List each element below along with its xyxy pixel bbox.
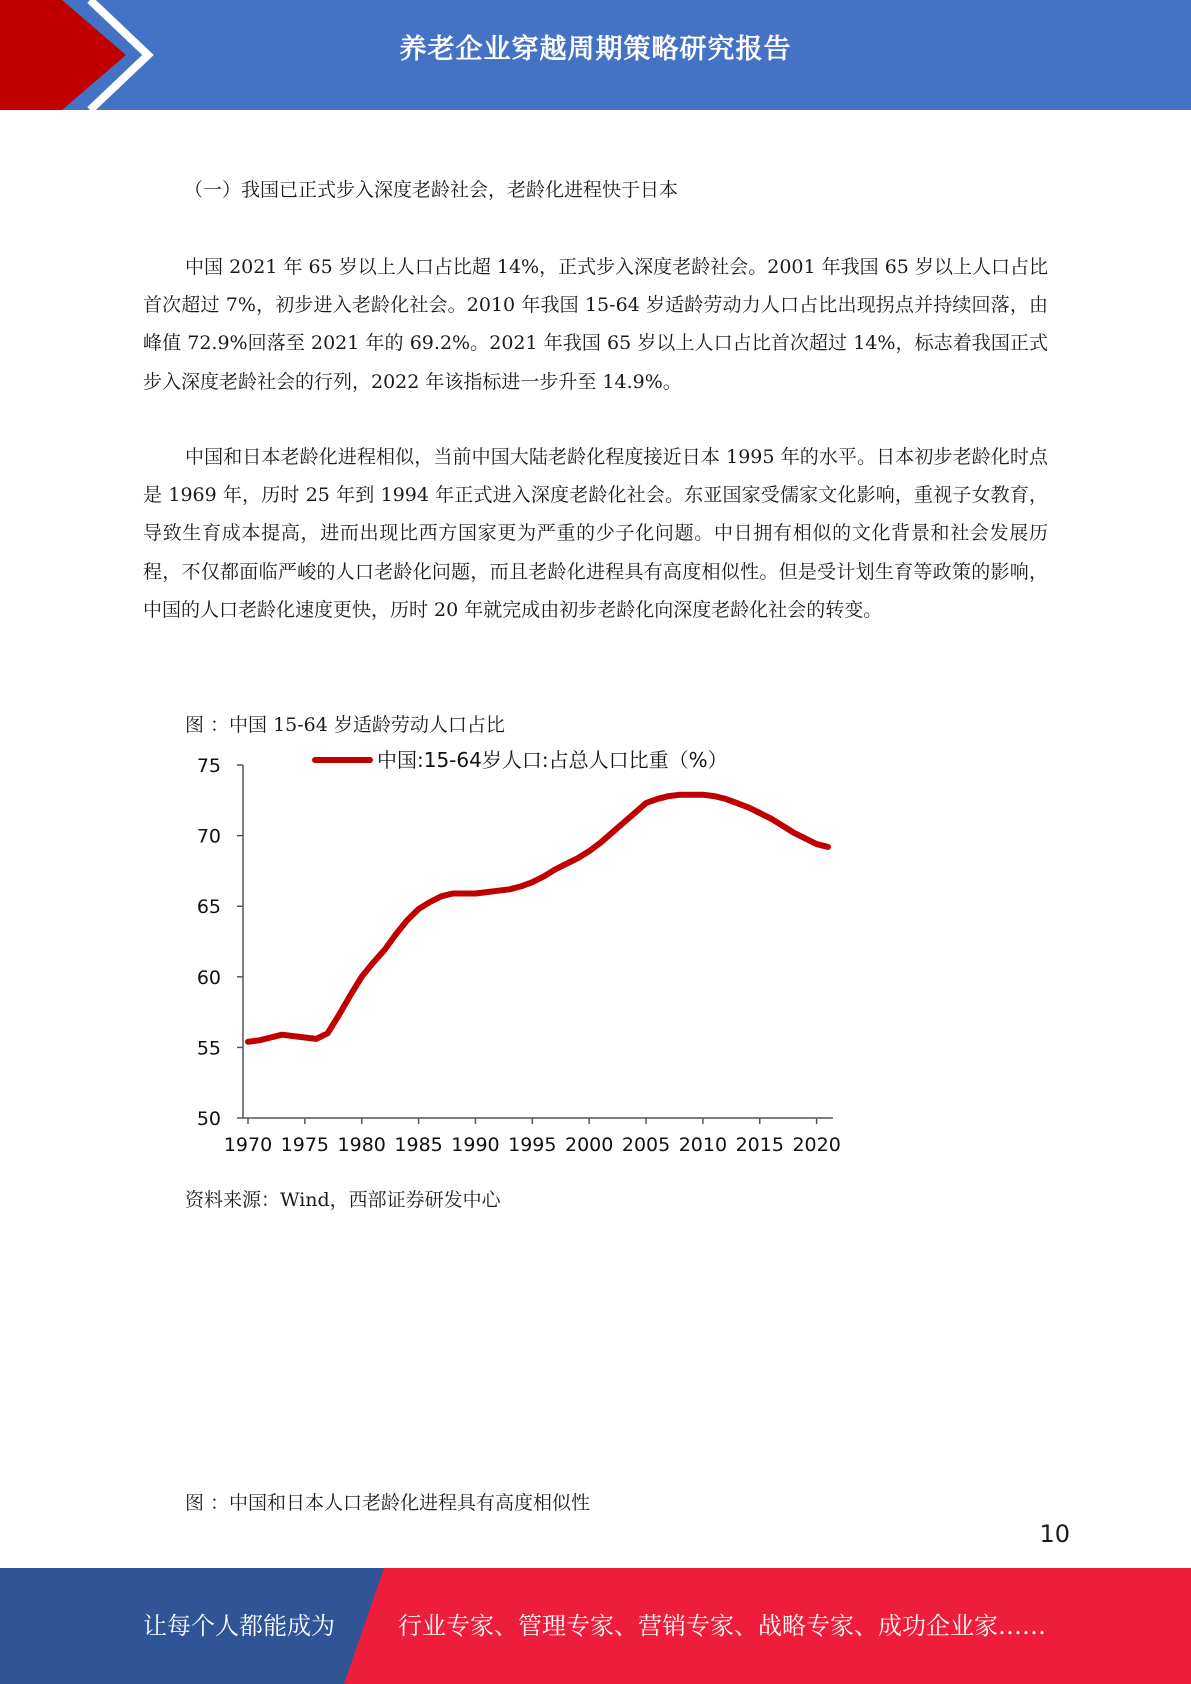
x-tick-label: 1980: [337, 1134, 386, 1156]
paragraph-1: 中国 2021 年 65 岁以上人口占比超 14%，正式步入深度老龄社会。2001 年我国 65 岁以上人口占比首次超过 7%，初步进入老龄化社会。2010 年我国 15-64 岁适龄劳动力人口占比出现拐点并持续回落，由峰值 72.9%回落至 2021 年的 69.2%。2021 年我国 65 岁以上人口占比首次超过 14%，标志着我国正式步入深度老龄社会的行列，2022 年该指标进一步升至 14.9%。: [143, 256, 1048, 393]
y-tick-label: 55: [196, 1037, 221, 1060]
report-title: 养老企业穿越周期策略研究报告: [399, 34, 792, 65]
y-tick-label: 60: [196, 966, 221, 989]
x-tick-label: 2020: [792, 1134, 841, 1156]
page-number: 10: [1039, 1520, 1070, 1548]
y-tick-label: 75: [196, 755, 221, 777]
x-tick-label: 1970: [223, 1134, 273, 1156]
figure-1-source: 资料来源：Wind，西部证券研发中心: [185, 1189, 501, 1211]
legend-label: 中国:15-64岁人口:占总人口比重（%）: [377, 748, 728, 772]
x-tick-label: 1975: [280, 1134, 330, 1156]
x-tick-label: 1990: [451, 1134, 500, 1156]
y-tick-label: 70: [196, 825, 221, 848]
x-tick-label: 2015: [735, 1134, 784, 1156]
section-heading: （一）我国已正式步入深度老龄社会，老龄化进程快于日本: [184, 179, 679, 201]
y-tick-label: 65: [196, 896, 221, 919]
y-tick-label: 50: [196, 1108, 221, 1130]
footer-slogan-right: 行业专家、管理专家、营销专家、战略专家、成功企业家……: [398, 1612, 1046, 1640]
page-header: [0, 0, 1191, 110]
x-tick-label: 1995: [508, 1134, 557, 1156]
series-line-china-15-64: [248, 795, 828, 1042]
x-tick-label: 2000: [564, 1134, 614, 1156]
x-tick-label: 2010: [678, 1134, 728, 1156]
x-tick-label: 2005: [621, 1134, 671, 1156]
paragraph-2: 中国和日本老龄化进程相似，当前中国大陆老龄化程度接近日本 1995 年的水平。日本初步老龄化时点是 1969 年，历时 25 年到 1994 年正式进入深度老龄化社会。东亚国家受儒家文化影响，重视子女教育，导致生育成本提高，进而出现比西方国家更为严重的少子化问题。中日拥有相似的文化背景和社会发展历程，不仅都面临严峻的人口老龄化问题，而且老龄化进程具有高度相似性。但是受计划生育等政策的影响，中国的人口老龄化速度更快，历时 20 年就完成由初步老龄化向深度老龄化社会的转变。: [143, 446, 1048, 621]
labor-population-chart: [175, 745, 865, 1165]
figure-2-title: 图 ：中国和日本人口老龄化进程具有高度相似性: [185, 1492, 591, 1514]
x-tick-label: 1985: [394, 1134, 443, 1156]
figure-1-title: 图 ：中国 15-64 岁适龄劳动人口占比: [185, 714, 505, 736]
footer-slogan-left: 让每个人都能成为: [143, 1612, 335, 1640]
page-footer: [0, 1568, 1191, 1684]
